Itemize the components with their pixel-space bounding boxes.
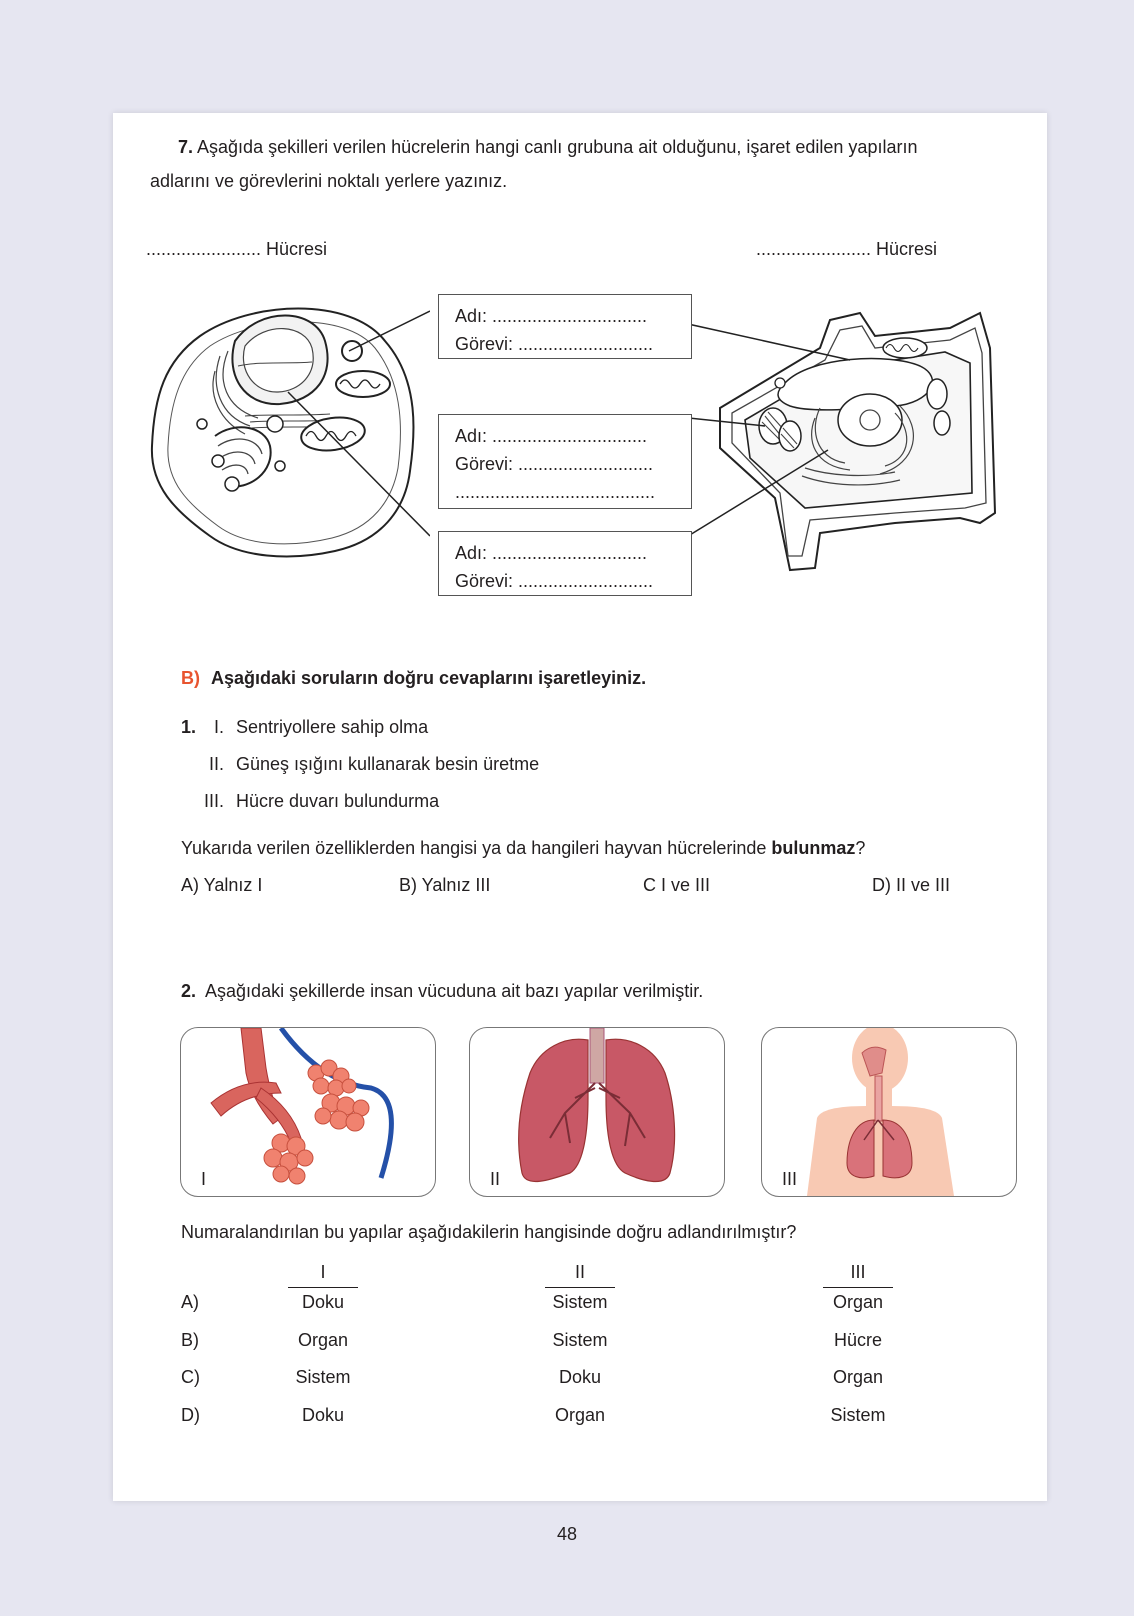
- q2-prompt: [181, 981, 703, 1001]
- label-box-2-extra: ........................................: [455, 482, 656, 502]
- image-box-3: [761, 1027, 1017, 1197]
- page-number: 48: [556, 1524, 578, 1544]
- row-d-col1: Doku: [301, 1405, 345, 1425]
- q1-question: [181, 838, 865, 858]
- q1-question-bold: bulunmaz: [771, 838, 856, 858]
- animal-cell-diagram: [140, 296, 430, 576]
- row-d-letter[interactable]: D): [181, 1405, 200, 1425]
- image-1-label: I: [201, 1169, 207, 1189]
- q1-option-a[interactable]: A) Yalnız I: [181, 875, 263, 895]
- alveoli-illustration: [181, 1028, 435, 1196]
- label-box-3-task: Görevi: ...........................: [455, 571, 654, 591]
- col-header-2: II: [545, 1262, 615, 1288]
- label-box-3-name: Adı: ...............................: [455, 543, 648, 563]
- image-2-label: II: [490, 1169, 501, 1189]
- q1-question-post: ?: [855, 838, 866, 858]
- col-header-3: III: [823, 1262, 893, 1288]
- q2-question: Numaralandırılan bu yapılar aşağıdakilerin hangisinde doğru adlandırılmıştır?: [181, 1222, 797, 1242]
- q2-number: 2.: [181, 981, 197, 1001]
- left-cell-label: ....................... Hücresi: [146, 239, 328, 259]
- row-a-col2: Sistem: [552, 1292, 608, 1312]
- image-box-2: [469, 1027, 725, 1197]
- q1-option-b[interactable]: B) Yalnız III: [399, 875, 491, 895]
- row-a-col3: Organ: [832, 1292, 884, 1312]
- row-b-col2: Sistem: [552, 1330, 608, 1350]
- section-b-title: Aşağıdaki soruların doğru cevaplarını işaretleyiniz.: [211, 668, 647, 688]
- label-box-2-task: Görevi: ...........................: [455, 454, 654, 474]
- q1-item-2-text: Güneş ışığını kullanarak besin üretme: [236, 754, 540, 774]
- row-a-col1: Doku: [301, 1292, 345, 1312]
- respiratory-system-illustration: [762, 1028, 1016, 1196]
- q1-item-2-roman: II.: [208, 754, 224, 774]
- row-c-col1: Sistem: [295, 1367, 351, 1387]
- plant-cell-diagram: [690, 308, 1030, 573]
- image-3-label: III: [782, 1169, 798, 1189]
- row-d-col2: Organ: [554, 1405, 606, 1425]
- q1-question-pre: Yukarıda verilen özelliklerden hangisi ya da hangileri hayvan hücrelerinde: [181, 838, 772, 858]
- q2-text: Aşağıdaki şekillerde insan vücuduna ait bazı yapılar verilmiştir.: [205, 981, 704, 1001]
- row-b-col1: Organ: [297, 1330, 349, 1350]
- label-box-3[interactable]: [438, 531, 692, 596]
- label-box-1[interactable]: [438, 294, 692, 359]
- row-d-col3: Sistem: [830, 1405, 886, 1425]
- q7-number: 7.: [178, 137, 194, 157]
- label-box-1-name: Adı: ...............................: [455, 306, 648, 326]
- q7-text-line1: Aşağıda şekilleri verilen hücrelerin hangi canlı grubuna ait olduğunu, işaret edilen yapıların: [197, 137, 918, 157]
- q1-option-c[interactable]: C I ve III: [643, 875, 711, 895]
- q7-text-line2: adlarını ve görevlerini noktalı yerlere yazınız.: [150, 171, 508, 191]
- q1-option-d[interactable]: D) II ve III: [872, 875, 951, 895]
- q1-item-3-text: Hücre duvarı bulundurma: [236, 791, 440, 811]
- row-c-letter[interactable]: C): [181, 1367, 200, 1387]
- row-a-letter[interactable]: A): [181, 1292, 199, 1312]
- row-c-col3: Organ: [832, 1367, 884, 1387]
- section-b-heading: [181, 668, 646, 688]
- row-b-letter[interactable]: B): [181, 1330, 199, 1350]
- q1-item-1-text: Sentriyollere sahip olma: [236, 717, 429, 737]
- q7-line1: [178, 137, 917, 157]
- image-box-1: [180, 1027, 436, 1197]
- q1-number: 1.: [181, 717, 197, 737]
- label-box-2-name: Adı: ...............................: [455, 426, 648, 446]
- row-b-col3: Hücre: [833, 1330, 882, 1350]
- section-b-letter: B): [181, 668, 200, 688]
- q1-item-3-roman: III.: [203, 791, 224, 811]
- lungs-illustration: [470, 1028, 724, 1196]
- col-header-1: I: [288, 1262, 358, 1288]
- label-box-2[interactable]: [438, 414, 692, 509]
- right-cell-label: ....................... Hücresi: [756, 239, 938, 259]
- label-box-1-task: Görevi: ...........................: [455, 334, 654, 354]
- row-c-col2: Doku: [558, 1367, 602, 1387]
- q1-item-1-roman: I.: [213, 717, 224, 737]
